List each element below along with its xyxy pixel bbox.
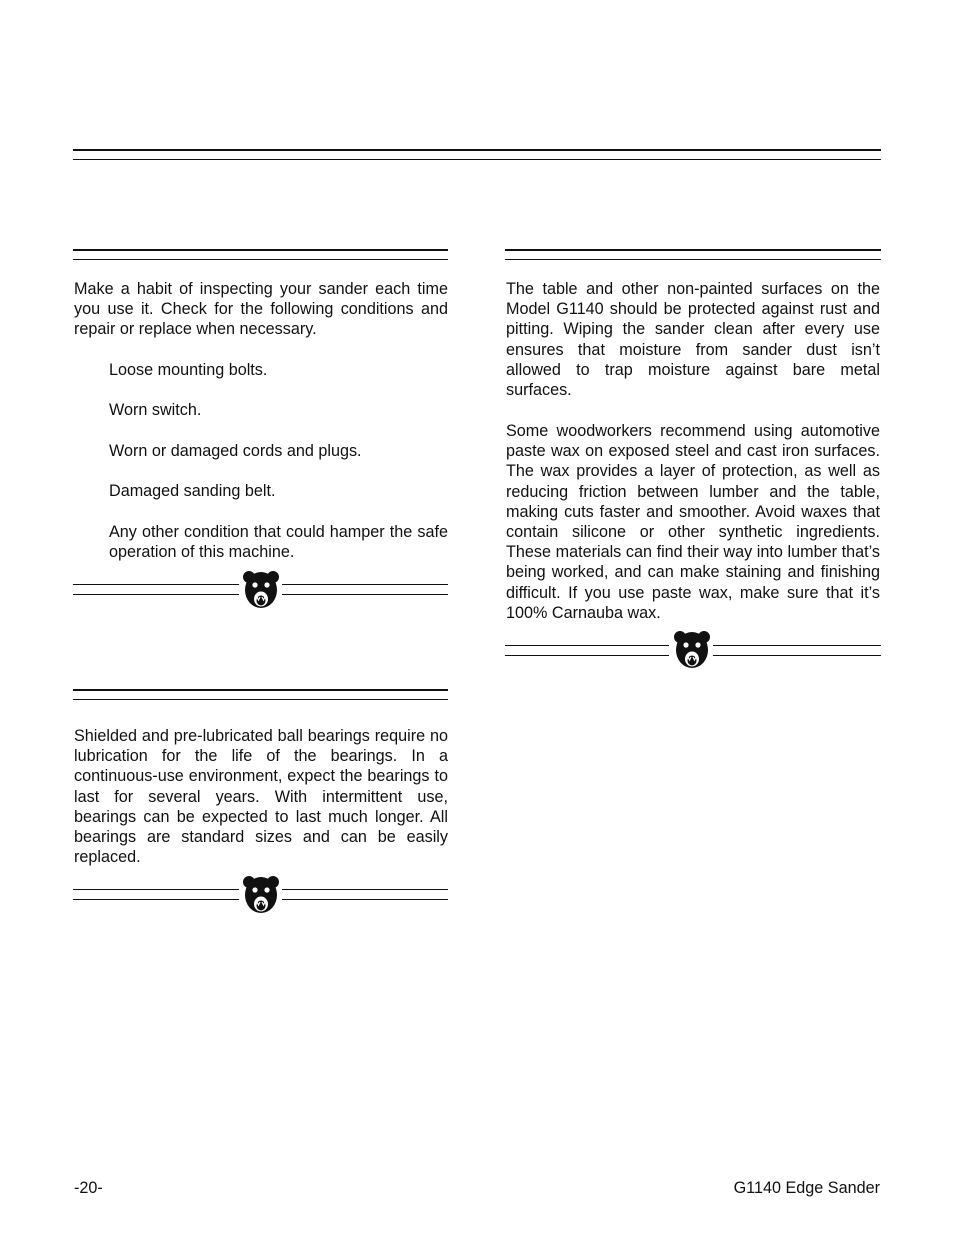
table-paragraph-1: The table and other non-painted surfaces on the Model G1140 should be protected against rust and pitting. Wiping the sander clean after every use ensures that moisture from sander dust isn’t allowed to trap moisture against bare metal surfaces. [506,280,880,400]
bear-logo-icon [242,875,280,915]
table-heading-rule [505,249,881,251]
bearings-heading-rule [73,689,448,691]
table-paragraph-2: Some woodworkers recommend using automotive paste wax on exposed steel and cast iron surfaces. The wax provides a layer of protection, as well as reducing friction between lumber and the table, making cuts faster and smoother. Avoid waxes that contain silicone or other synthetic ingredients. These materials can find their way into lumber that’s being worked, and can make staining and finishing difficult. If you use paste wax, make sure that it’s 100% Carnauba wax. [506,422,880,622]
table-heading-rule-2 [505,259,881,260]
inspection-item: Worn switch. [109,401,202,419]
inspection-item: Loose mounting bolts. [109,361,268,379]
page-number: -20- [74,1179,103,1197]
inspection-item: Damaged sanding belt. [109,482,276,500]
header-rule-top [73,149,881,151]
inspection-intro: Make a habit of inspecting your sander each time you use it. Check for the following conditions and repair or replace when necessary. [74,280,448,339]
inspection-heading-rule-2 [73,259,448,260]
bearings-text: Shielded and pre-lubricated ball bearings require no lubrication for the life of the bearings. In a continuous-use environment, expect the bearings to last for several years. With intermittent use, bearings can be expected to last much longer. All bearings are standard sizes and can be easily replaced. [74,727,448,867]
document-title: G1140 Edge Sander [733,1179,880,1197]
header-rule-bottom [73,159,881,160]
bear-logo-icon [242,570,280,610]
inspection-heading-rule [73,249,448,251]
inspection-item: Any other condition that could hamper the safe operation of this machine. [109,523,448,562]
bearings-heading-rule-2 [73,699,448,700]
inspection-item: Worn or damaged cords and plugs. [109,442,362,460]
bear-logo-icon [673,630,711,670]
